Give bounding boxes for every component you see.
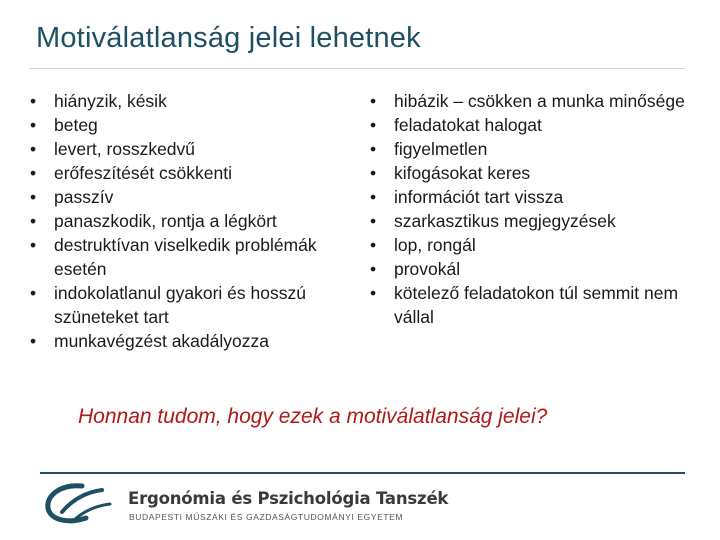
list-item: • levert, rosszkedvű	[30, 137, 360, 161]
list-item: • erőfeszítését csökkenti	[30, 161, 360, 185]
list-item: • lop, rongál	[370, 233, 690, 257]
list-item: • hiányzik, késik	[30, 89, 360, 113]
left-bullet-list	[30, 89, 360, 353]
title-divider	[30, 68, 685, 69]
list-item: • destruktívan viselkedik problémák esetén	[30, 233, 360, 281]
department-logo-icon	[42, 482, 114, 526]
list-item: • beteg	[30, 113, 360, 137]
list-item: • panaszkodik, rontja a légkört	[30, 209, 360, 233]
list-item: • információt tart vissza	[370, 185, 690, 209]
list-item: • kötelező feladatokon túl semmit nem vállal	[370, 281, 690, 329]
footer-divider	[40, 472, 685, 474]
list-item: • munkavégzést akadályozza	[30, 329, 360, 353]
list-item: • indokolatlanul gyakori és hosszú szüneteket tart	[30, 281, 360, 329]
department-name: Ergonómia és Pszichológia Tanszék	[128, 489, 449, 508]
list-item: • passzív	[30, 185, 360, 209]
university-name: BUDAPESTI MŰSZAKI ÉS GAZDASÁGTUDOMÁNYI EGYETEM	[129, 512, 404, 522]
list-item: • provokál	[370, 257, 690, 281]
list-item: • feladatokat halogat	[370, 113, 690, 137]
right-bullet-list	[370, 89, 690, 329]
page-title: Motiválatlanság jelei lehetnek	[36, 22, 421, 54]
list-item: • szarkasztikus megjegyzések	[370, 209, 690, 233]
list-item: • figyelmetlen	[370, 137, 690, 161]
list-item: • kifogásokat keres	[370, 161, 690, 185]
question-text: Honnan tudom, hogy ezek a motiválatlanság jelei?	[78, 405, 548, 428]
list-item: • hibázik – csökken a munka minősége	[370, 89, 690, 113]
